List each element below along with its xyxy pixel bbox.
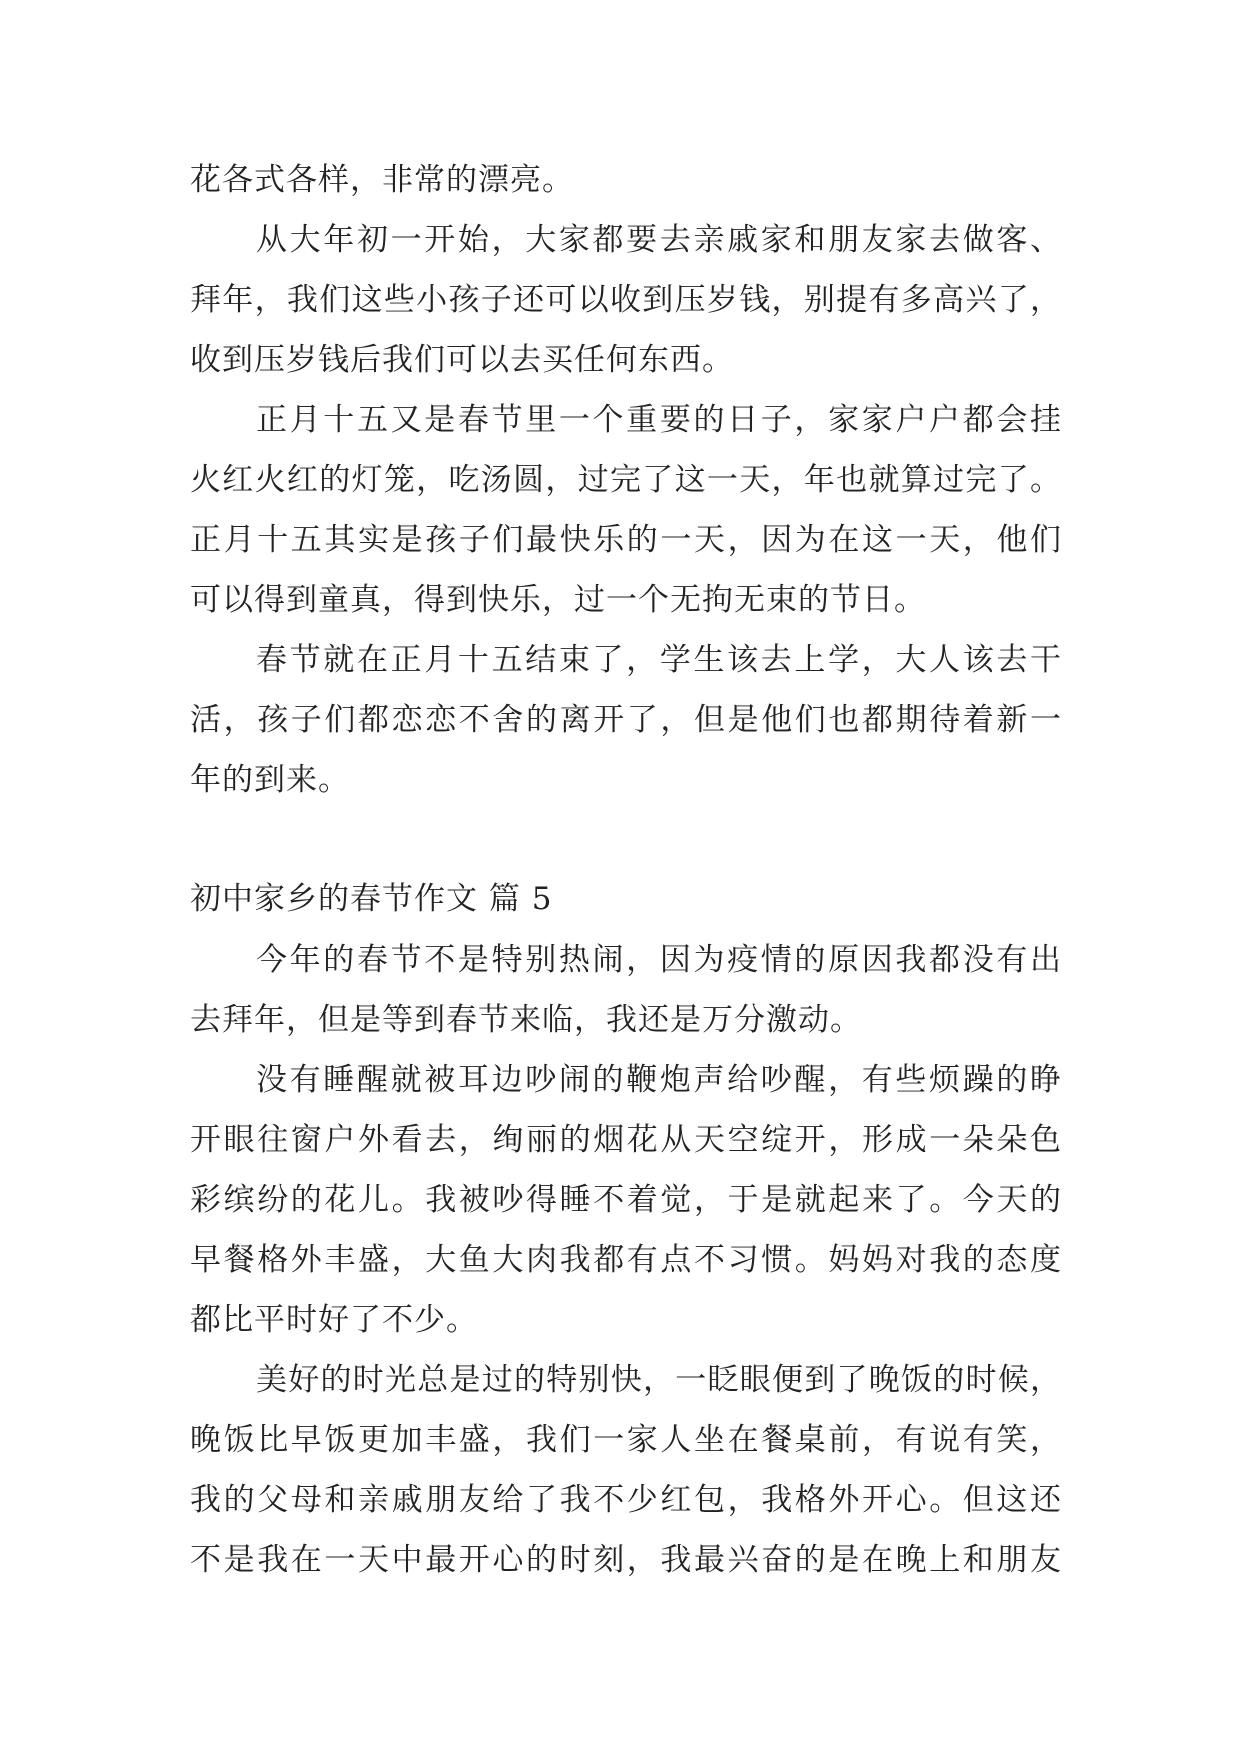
paragraph-line: 春节就在正月十五结束了，学生该去上学，大人该去干 (256, 642, 1062, 678)
paragraph-line: 年的到来。 (190, 762, 350, 798)
document-body (190, 150, 1062, 1590)
paragraph-line: 拜年，我们这些小孩子还可以收到压岁钱，别提有多高兴了， (190, 282, 1062, 318)
paragraph-line: 火红火红的灯笼，吃汤圆，过完了这一天，年也就算过完了。 (190, 462, 1062, 498)
section-spacer (190, 810, 1062, 868)
paragraph-line: 早餐格外丰盛，大鱼大肉我都有点不习惯。妈妈对我的态度 (190, 1242, 1062, 1278)
paragraph-line: 收到压岁钱后我们可以去买任何东西。 (190, 342, 734, 378)
paragraph-line: 我的父母和亲戚朋友给了我不少红包，我格外开心。但这还 (190, 1482, 1062, 1518)
paragraph-line: 开眼往窗户外看去，绚丽的烟花从天空绽开，形成一朵朵色 (190, 1122, 1062, 1158)
paragraph-line: 正月十五其实是孩子们最快乐的一天，因为在这一天，他们 (190, 522, 1062, 558)
paragraph-line: 去拜年，但是等到春节来临，我还是万分激动。 (190, 1002, 862, 1038)
paragraph-line: 美好的时光总是过的特别快，一眨眼便到了晚饭的时候， (256, 1362, 1062, 1398)
paragraph-line: 彩缤纷的花儿。我被吵得睡不着觉，于是就起来了。今天的 (190, 1182, 1062, 1218)
section-title: 初中家乡的春节作文 篇 5 (190, 881, 553, 917)
paragraph-line: 不是我在一天中最开心的时刻，我最兴奋的是在晚上和朋友 (190, 1542, 1062, 1578)
paragraph-line: 花各式各样，非常的漂亮。 (190, 162, 574, 198)
paragraph-line: 今年的春节不是特别热闹，因为疫情的原因我都没有出 (256, 942, 1062, 978)
paragraph-line: 正月十五又是春节里一个重要的日子，家家户户都会挂 (256, 402, 1062, 438)
paragraph-line: 可以得到童真，得到快乐，过一个无拘无束的节日。 (190, 582, 926, 618)
paragraph-line: 晚饭比早饭更加丰盛，我们一家人坐在餐桌前，有说有笑， (190, 1422, 1062, 1458)
paragraph-line: 活，孩子们都恋恋不舍的离开了，但是他们也都期待着新一 (190, 702, 1062, 738)
paragraph-line: 没有睡醒就被耳边吵闹的鞭炮声给吵醒，有些烦躁的睁 (256, 1062, 1062, 1098)
paragraph-line: 从大年初一开始，大家都要去亲戚家和朋友家去做客、 (256, 222, 1062, 258)
paragraph-line: 都比平时好了不少。 (190, 1302, 478, 1338)
